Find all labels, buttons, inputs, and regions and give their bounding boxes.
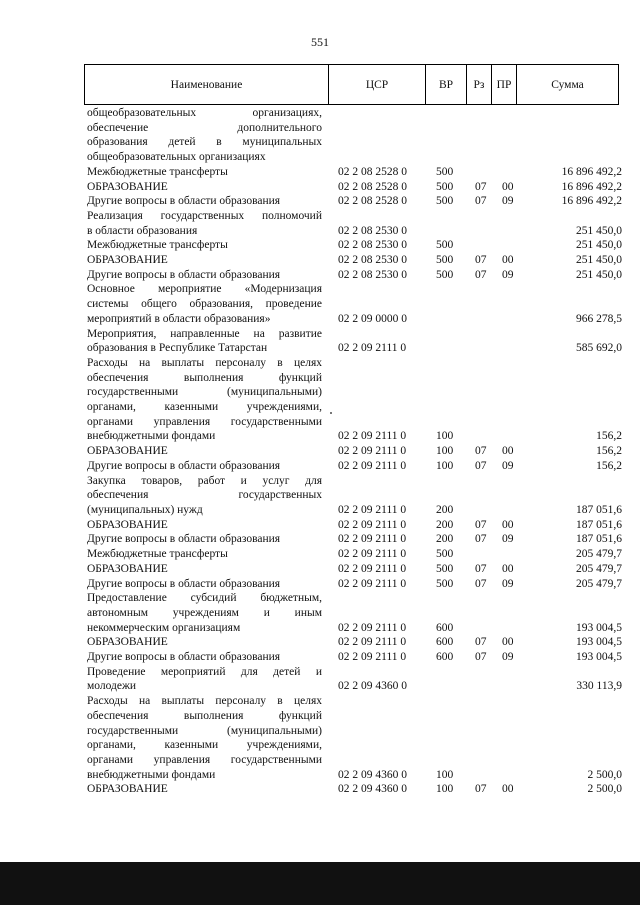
row-pr: 00 [502, 518, 514, 531]
table-row [87, 562, 622, 577]
row-name-line: Другие вопросы в области образования [87, 459, 281, 472]
row-name-line: Расходы на выплаты персоналу в целях [87, 695, 322, 708]
row-name [87, 194, 322, 209]
row-csr: 02 2 08 2530 0 [338, 239, 407, 252]
row-name-line: молодежи [87, 680, 137, 693]
header-sum: Сумма [551, 78, 584, 91]
row-pr: 00 [502, 180, 514, 193]
row-name-line: обеспечения выполнения функций [87, 709, 322, 722]
row-name-line: ОБРАЗОВАНИЕ [87, 518, 168, 531]
row-csr: 02 2 08 2528 0 [338, 165, 407, 178]
row-name [87, 635, 322, 650]
row-rz: 07 [475, 533, 487, 546]
row-pr: 09 [502, 651, 514, 664]
row-name-line: Межбюджетные трансферты [87, 165, 228, 178]
row-name [87, 238, 322, 253]
table-row [87, 650, 622, 665]
row-rz: 07 [475, 562, 487, 575]
row-name-line: Реализация государственных полномочий [87, 209, 322, 222]
row-csr: 02 2 09 2111 0 [338, 577, 407, 590]
table-row [87, 591, 622, 635]
row-sum: 330 113,9 [576, 680, 622, 693]
row-pr: 09 [502, 533, 514, 546]
row-csr: 02 2 09 2111 0 [338, 503, 407, 516]
row-name [87, 591, 322, 635]
row-name-line: ОБРАЗОВАНИЕ [87, 254, 168, 267]
row-csr: 02 2 09 2111 0 [338, 430, 407, 443]
row-sum: 966 278,5 [576, 312, 622, 325]
row-rz: 07 [475, 518, 487, 531]
row-name-line: общеобразовательных организациях, [87, 107, 322, 119]
row-sum: 187 051,6 [576, 518, 622, 531]
row-sum: 16 896 492,2 [561, 165, 622, 178]
row-pr: 09 [502, 459, 514, 472]
row-name [87, 209, 322, 238]
row-sum: 16 896 492,2 [561, 180, 622, 193]
row-name [87, 562, 322, 577]
header-vr: ВР [426, 65, 467, 104]
row-csr: 02 2 09 4360 0 [338, 783, 407, 796]
row-name [87, 474, 322, 518]
row-csr: 02 2 09 2111 0 [338, 651, 407, 664]
row-csr: 02 2 09 2111 0 [338, 562, 407, 575]
row-sum: 205 479,7 [576, 562, 622, 575]
row-vr: 500 [436, 165, 454, 178]
row-name-line: Межбюджетные трансферты [87, 239, 228, 252]
row-vr: 500 [436, 195, 454, 208]
row-vr: 500 [436, 548, 454, 561]
row-name-line: Другие вопросы в области образования [87, 533, 281, 546]
row-vr: 500 [436, 268, 454, 281]
row-vr: 500 [436, 180, 454, 193]
table-row [87, 518, 622, 533]
row-csr: 02 2 08 2530 0 [338, 268, 407, 281]
row-rz: 07 [475, 180, 487, 193]
row-name-line: государственными (муниципальными) [87, 724, 322, 737]
row-rz: 07 [475, 783, 487, 796]
row-name-line: ОБРАЗОВАНИЕ [87, 180, 168, 193]
row-sum: 156,2 [596, 459, 622, 472]
row-name [87, 665, 322, 694]
row-pr: 00 [502, 636, 514, 649]
row-vr: 600 [436, 621, 454, 634]
row-name-line: ОБРАЗОВАНИЕ [87, 445, 168, 458]
row-sum: 2 500,0 [587, 783, 622, 796]
row-csr: 02 2 09 2111 0 [338, 445, 407, 458]
row-name-line: государственными (муниципальными) [87, 386, 322, 399]
row-pr: 00 [502, 254, 514, 267]
row-name-line: Другие вопросы в области образования [87, 577, 281, 590]
table-row [87, 209, 622, 238]
row-vr: 500 [436, 577, 454, 590]
row-name [87, 782, 322, 797]
table-row [87, 577, 622, 592]
row-sum: 156,2 [596, 430, 622, 443]
row-rz: 07 [475, 254, 487, 267]
row-sum: 585 692,0 [576, 342, 622, 355]
row-csr: 02 2 08 2528 0 [338, 180, 407, 193]
row-name-line: ОБРАЗОВАНИЕ [87, 636, 168, 649]
row-sum: 193 004,5 [576, 636, 622, 649]
row-csr: 02 2 09 2111 0 [338, 548, 407, 561]
row-name [87, 282, 322, 326]
row-rz: 07 [475, 577, 487, 590]
row-vr: 500 [436, 254, 454, 267]
row-csr: 02 2 08 2528 0 [338, 195, 407, 208]
table-row [87, 253, 622, 268]
row-vr: 600 [436, 651, 454, 664]
row-name-line: мероприятий в области образования» [87, 312, 271, 325]
row-name-line: образования в Республике Татарстан [87, 342, 268, 355]
row-rz: 07 [475, 445, 487, 458]
row-sum: 251 450,0 [576, 239, 622, 252]
row-name [87, 180, 322, 195]
page-number: 551 [311, 35, 329, 49]
row-vr: 200 [436, 503, 454, 516]
row-name-line: Межбюджетные трансферты [87, 548, 228, 561]
row-rz: 07 [475, 651, 487, 664]
table-row [87, 356, 622, 444]
row-name [87, 459, 322, 474]
table-header [84, 64, 619, 105]
row-rz: 07 [475, 268, 487, 281]
table-row [87, 282, 622, 326]
row-name [87, 518, 322, 533]
table-row [87, 459, 622, 474]
row-name-line: Проведение мероприятий для детей и [87, 665, 322, 678]
row-pr: 00 [502, 562, 514, 575]
row-csr: 02 2 09 0000 0 [338, 312, 407, 325]
row-name-line: Предоставление субсидий бюджетным, [87, 592, 322, 605]
row-name-line: Другие вопросы в области образования [87, 268, 281, 281]
table-row [87, 268, 622, 283]
row-rz: 07 [475, 459, 487, 472]
row-pr: 00 [502, 783, 514, 796]
row-name [87, 444, 322, 459]
row-sum: 193 004,5 [576, 621, 622, 634]
table-row [87, 532, 622, 547]
row-name-line: Другие вопросы в области образования [87, 651, 281, 664]
row-name-line: Закупка товаров, работ и услуг для [87, 474, 322, 487]
table-row [87, 694, 622, 782]
row-name-line: ОБРАЗОВАНИЕ [87, 562, 168, 575]
table-row [87, 165, 622, 180]
row-name [87, 268, 322, 283]
table-row [87, 194, 622, 209]
row-sum: 251 450,0 [576, 224, 622, 237]
row-sum: 205 479,7 [576, 577, 622, 590]
row-name-line: органами управления государственными [87, 415, 322, 428]
row-name [87, 650, 322, 665]
row-name-line: обеспечения выполнения функций [87, 371, 322, 384]
row-vr: 100 [436, 459, 454, 472]
row-name-line: образования детей в муниципальных [87, 136, 322, 149]
row-name [87, 532, 322, 547]
row-csr: 02 2 09 4360 0 [338, 680, 407, 693]
table-row [87, 782, 622, 797]
row-csr: 02 2 09 2111 0 [338, 533, 407, 546]
row-name-line: в области образования [87, 224, 198, 237]
row-vr: 200 [436, 518, 454, 531]
row-name [87, 694, 322, 782]
row-name-line: органами, казенными учреждениями, [87, 739, 322, 752]
row-vr: 100 [436, 768, 454, 781]
row-name [87, 577, 322, 592]
row-sum: 251 450,0 [576, 254, 622, 267]
row-name-line: (муниципальных) нужд [87, 503, 203, 516]
row-name-line: обеспечения государственных [87, 489, 322, 502]
row-csr: 02 2 09 4360 0 [338, 768, 407, 781]
row-csr: 02 2 08 2530 0 [338, 254, 407, 267]
row-pr: 09 [502, 268, 514, 281]
row-name-line: внебюджетными фондами [87, 430, 216, 443]
row-sum: 16 896 492,2 [561, 195, 622, 208]
table-row [87, 444, 622, 459]
row-sum: 2 500,0 [587, 768, 622, 781]
row-vr: 500 [436, 239, 454, 252]
row-vr: 100 [436, 783, 454, 796]
table-body [87, 106, 622, 797]
row-name-line: системы общего образования, проведение [87, 298, 322, 311]
row-vr: 100 [436, 445, 454, 458]
row-csr: 02 2 09 2111 0 [338, 342, 407, 355]
table-row [87, 180, 622, 195]
table-row [87, 635, 622, 650]
row-name-line: органами управления государственными [87, 753, 322, 766]
row-vr: 600 [436, 636, 454, 649]
row-name-line: Основное мероприятие «Модернизация [87, 283, 322, 296]
table-row [87, 665, 622, 694]
row-sum: 251 450,0 [576, 268, 622, 281]
row-name [87, 106, 322, 165]
row-name-line: обеспечение дополнительного [87, 121, 322, 134]
row-rz: 07 [475, 636, 487, 649]
row-name [87, 327, 322, 356]
row-name-line: внебюджетными фондами [87, 768, 216, 781]
row-pr: 09 [502, 195, 514, 208]
header-csr: ЦСР [329, 65, 426, 104]
row-vr: 100 [436, 430, 454, 443]
row-sum: 193 004,5 [576, 651, 622, 664]
row-name-line: Расходы на выплаты персоналу в целях [87, 356, 322, 369]
table-row [87, 474, 622, 518]
row-name-line: Мероприятия, направленные на развитие [87, 327, 322, 340]
scan-edge [0, 862, 640, 905]
row-name [87, 547, 322, 562]
row-name-line: некоммерческим организациям [87, 621, 241, 634]
row-csr: 02 2 08 2530 0 [338, 224, 407, 237]
table-row [87, 547, 622, 562]
table-row [87, 106, 622, 165]
table-row [87, 327, 622, 356]
row-name [87, 253, 322, 268]
row-name-line: Другие вопросы в области образования [87, 195, 281, 208]
row-name [87, 356, 322, 444]
row-name-line: автономным учреждениям и иным [87, 606, 322, 619]
row-rz: 07 [475, 195, 487, 208]
row-vr: 500 [436, 562, 454, 575]
row-pr: 00 [502, 445, 514, 458]
header-rz: Рз [467, 65, 492, 104]
row-csr: 02 2 09 2111 0 [338, 636, 407, 649]
header-pr: ПР [492, 65, 517, 104]
row-sum: 187 051,6 [576, 533, 622, 546]
row-vr: 200 [436, 533, 454, 546]
scan-speck [330, 412, 332, 414]
row-csr: 02 2 09 2111 0 [338, 621, 407, 634]
table-row [87, 238, 622, 253]
row-csr: 02 2 09 2111 0 [338, 459, 407, 472]
header-name: Наименование [85, 65, 329, 104]
row-csr: 02 2 09 2111 0 [338, 518, 407, 531]
row-sum: 156,2 [596, 445, 622, 458]
row-sum: 205 479,7 [576, 548, 622, 561]
row-name-line: органами, казенными учреждениями, [87, 401, 322, 414]
row-sum: 187 051,6 [576, 503, 622, 516]
row-name [87, 165, 322, 180]
row-name-line: общеобразовательных организациях [87, 151, 266, 164]
row-name-line: ОБРАЗОВАНИЕ [87, 783, 168, 796]
row-pr: 09 [502, 577, 514, 590]
